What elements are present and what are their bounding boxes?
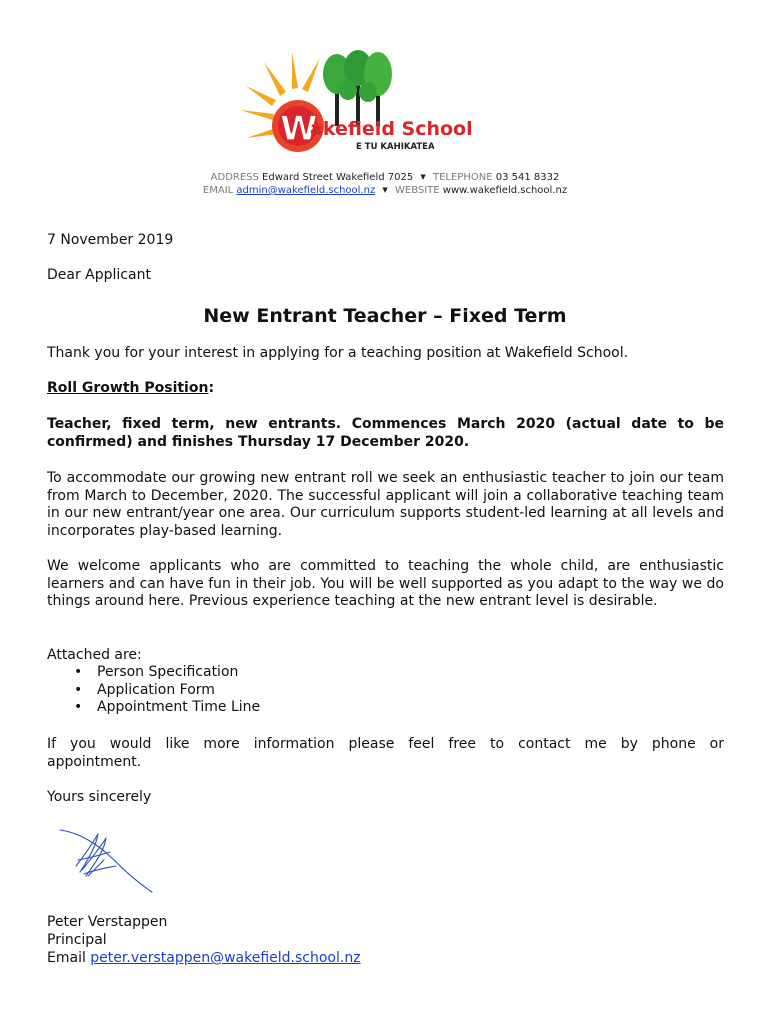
paragraph-1: To accommodate our growing new entrant roll we seek an enthusiastic teacher to join our team from March to December, 2020. The successful applicant will join a collaborative teaching team in our new entrant/year one area. Our curriculum supports student-led learning at all levels and incorporates play-based learning. <box>47 470 724 540</box>
website-value: www.wakefield.school.nz <box>442 185 568 196</box>
attachment-label: Person Specification <box>97 664 239 680</box>
website-label: WEBSITE <box>394 185 440 196</box>
contact-line-email <box>0 185 770 196</box>
bullet-icon: • <box>74 681 83 698</box>
list-item <box>47 664 260 682</box>
bullet-icon: • <box>74 699 83 716</box>
logo-name: akefield School <box>310 118 473 140</box>
section-heading <box>47 380 727 398</box>
list-item <box>47 699 260 717</box>
letter-title: New Entrant Teacher – Fixed Term <box>203 305 567 327</box>
attachment-label: Appointment Time Line <box>97 699 261 716</box>
school-email-link[interactable]: admin@wakefield.school.nz <box>236 185 376 196</box>
contact-line-address <box>0 172 770 183</box>
intro-text: Thank you for your interest in applying for a teaching position at Wakefield School. <box>47 345 629 361</box>
signer-email-label: Email <box>47 950 86 966</box>
logo-tagline: E TU KAHIKATEA <box>356 142 435 152</box>
section-heading-colon: : <box>208 380 215 396</box>
email-label: EMAIL <box>202 185 234 196</box>
signer-title: Principal <box>47 932 107 948</box>
attachment-label: Application Form <box>97 681 215 698</box>
address-label: ADDRESS <box>210 172 259 183</box>
list-item <box>47 682 260 700</box>
telephone-label: TELEPHONE <box>432 172 493 183</box>
address-value: Edward Street Wakefield 7025 <box>262 172 414 183</box>
bullet-icon: • <box>74 664 83 680</box>
position-summary: Teacher, fixed term, new entrants. Commences March 2020 (actual date to be confirmed) and finishes Thursday 17 December 2020. <box>47 416 724 450</box>
trees-icon <box>323 50 392 126</box>
signer-email-line <box>47 950 727 968</box>
signer-name: Peter Verstappen <box>47 914 168 930</box>
signer-email-link[interactable]: peter.verstappen@wakefield.school.nz <box>90 950 361 966</box>
attached-label: Attached are: <box>47 647 142 663</box>
school-logo <box>236 48 496 160</box>
closing: Yours sincerely <box>47 789 152 805</box>
section-heading-text: Roll Growth Position <box>47 380 209 396</box>
separator-icon: ▼ <box>382 186 388 194</box>
attachments-list <box>47 664 260 717</box>
separator-icon: ▼ <box>420 173 426 181</box>
salutation: Dear Applicant <box>47 267 151 283</box>
paragraph-2: We welcome applicants who are committed to teaching the whole child, are enthusiastic learners and can have fun in their job. You will be well supported as you adapt to the way we do things around here. Previous experience teaching at the new entrant level is desirable. <box>47 558 724 610</box>
contact-paragraph: If you would like more information please feel free to contact me by phone or appointment. <box>47 736 724 770</box>
logo-initial: W <box>280 109 318 149</box>
letter-date: 7 November 2019 <box>47 232 174 248</box>
signature-icon <box>58 826 154 894</box>
telephone-value: 03 541 8332 <box>495 172 560 183</box>
